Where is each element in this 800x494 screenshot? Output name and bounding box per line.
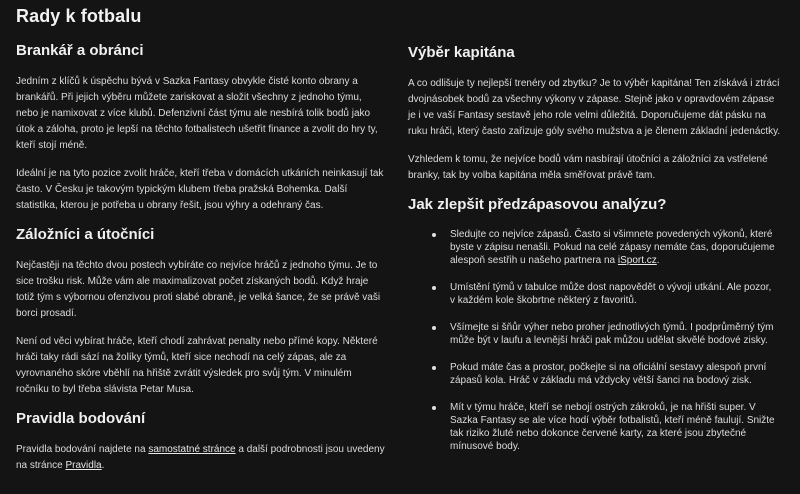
paragraph-attackers-2: Není od věci vybírat hráče, kteří chodí zahrávat penalty nebo přímé kopy. Některé hráči taky rádi sází na žolíky týmů, kteří sice nechodí na celý zápas, ale za vyrovnaného skóre vběhlí na hřiště zvrátit výsledek pro svůj tým. V minulém ročníku to byl třeba slávista Petar Musa. bbox=[16, 336, 378, 395]
link-isport[interactable]: iSport.cz bbox=[617, 255, 657, 266]
list-item: Mít v týmu hráče, kteří se nebojí ostrých zákroků, je na hřišti super. V Sazka Fantasy se ale více hodí výběr fotbalistů, kteří méně faulují. Snižte tak riziko žluté nebo dokonce červené karty, za které jsou zbytečné mínusové body. bbox=[432, 401, 784, 453]
paragraph-scoring-rules bbox=[16, 442, 386, 474]
heading-prematch-analysis: Jak zlepšit předzápasovou analýzu? bbox=[408, 196, 667, 213]
scoring-text-end: . bbox=[101, 460, 105, 471]
paragraph-captain-2: Vzhledem k tomu, že nejvíce bodů vám nasbírají útočníci a záložníci za vstřelené branky, tak by volba kapitána měla směřovat právě tam. bbox=[408, 154, 768, 181]
paragraph-defenders-1: Jedním z klíčů k úspěchu bývá v Sazka Fantasy obvykle čisté konto obrany a brankářů. Při jejich výběru můžete zariskovat a složit všechny z jednoho týmu, nebo je namixovat z více klubů. Defenzivní část týmu ale nesbírá tolik bodů jako útok a záloha, proto je lepší na těchto fotbalistech ušetřit finance a zvolit do hry ty, kteří stojí méně. bbox=[16, 76, 378, 151]
left-column bbox=[16, 42, 386, 486]
heading-midfielders-forwards: Záložníci a útočníci bbox=[16, 226, 155, 243]
tip-1-end: . bbox=[656, 255, 660, 266]
paragraph-attackers-1: Nejčastěji na těchto dvou postech vybíráte co nejvíce hráčů z jednoho týmu. Je to sice trošku risk. Může vám ale maximalizovat počet získaných bodů. Když hraje totiž tým s výbornou ofenzivou proti slabé obraně, je velká šance, že se právě vaši borci prosadí. bbox=[16, 260, 381, 319]
heading-goalkeepers-defenders: Brankář a obránci bbox=[16, 42, 144, 59]
paragraph-defenders-2: Ideální je na tyto pozice zvolit hráče, kteří třeba v domácích utkáních neinkasují tak často. V Česku je takovým typickým klubem třeba pražská Bohemka. Další statistika, kterou je potřeba u obrany řešit, jsou výhry a odehraný čas. bbox=[16, 168, 384, 211]
heading-captain-choice: Výběr kapitána bbox=[408, 44, 515, 61]
heading-scoring-rules: Pravidla bodování bbox=[16, 410, 146, 427]
link-rules[interactable]: Pravidla bbox=[65, 460, 102, 471]
right-column bbox=[408, 44, 784, 467]
list-item: Všímejte si šňůr výher nebo proher jednotlivých týmů. I podprůměrný tým může být v laufu a levnější hráči pak můžou udělat skvělé bodové zisky. bbox=[432, 321, 784, 347]
list-item: Umístění týmů v tabulce může dost napovědět o vývoji utkání. Ale pozor, v každém kole škobrtne některý z favoritů. bbox=[432, 281, 784, 307]
scoring-text-before: Pravidla bodování najdete na bbox=[16, 444, 149, 455]
scoring-text-mid: a další podrobnosti jsou uvedeny na stránce bbox=[16, 444, 385, 471]
paragraph-captain-1: A co odlišuje ty nejlepší trenéry od zbytku? Je to výběr kapitána! Ten získává i ztrácí dvojnásobek bodů za všechny výkony v zápase. Stejně jako v opravdovém zápase je i ve vaší Fantasy sestavě jeho role velmi důležitá. Doporučujeme dát pásku na ruku hráči, který často zařizuje góly svého mužstva a je členem základní jedenáctky. bbox=[408, 78, 781, 137]
tip-1-text: Sledujte co nejvíce zápasů. Často si všimnete povedených výkonů, které byste v zápisu nenašli. Pokud na celé zápasy nemáte čas, doporučujeme alespoň sestřih u našeho partnera na bbox=[450, 229, 775, 266]
analysis-tips-list bbox=[408, 228, 784, 453]
page-title: Rady k fotbalu bbox=[16, 6, 142, 26]
link-separate-page[interactable]: samostatné stránce bbox=[148, 444, 236, 455]
list-item bbox=[432, 228, 784, 267]
list-item: Pokud máte čas a prostor, počkejte si na oficiální sestavy alespoň první zápasů kola. Hráč v základu má vždycky větší šanci na bodový zisk. bbox=[432, 361, 784, 387]
